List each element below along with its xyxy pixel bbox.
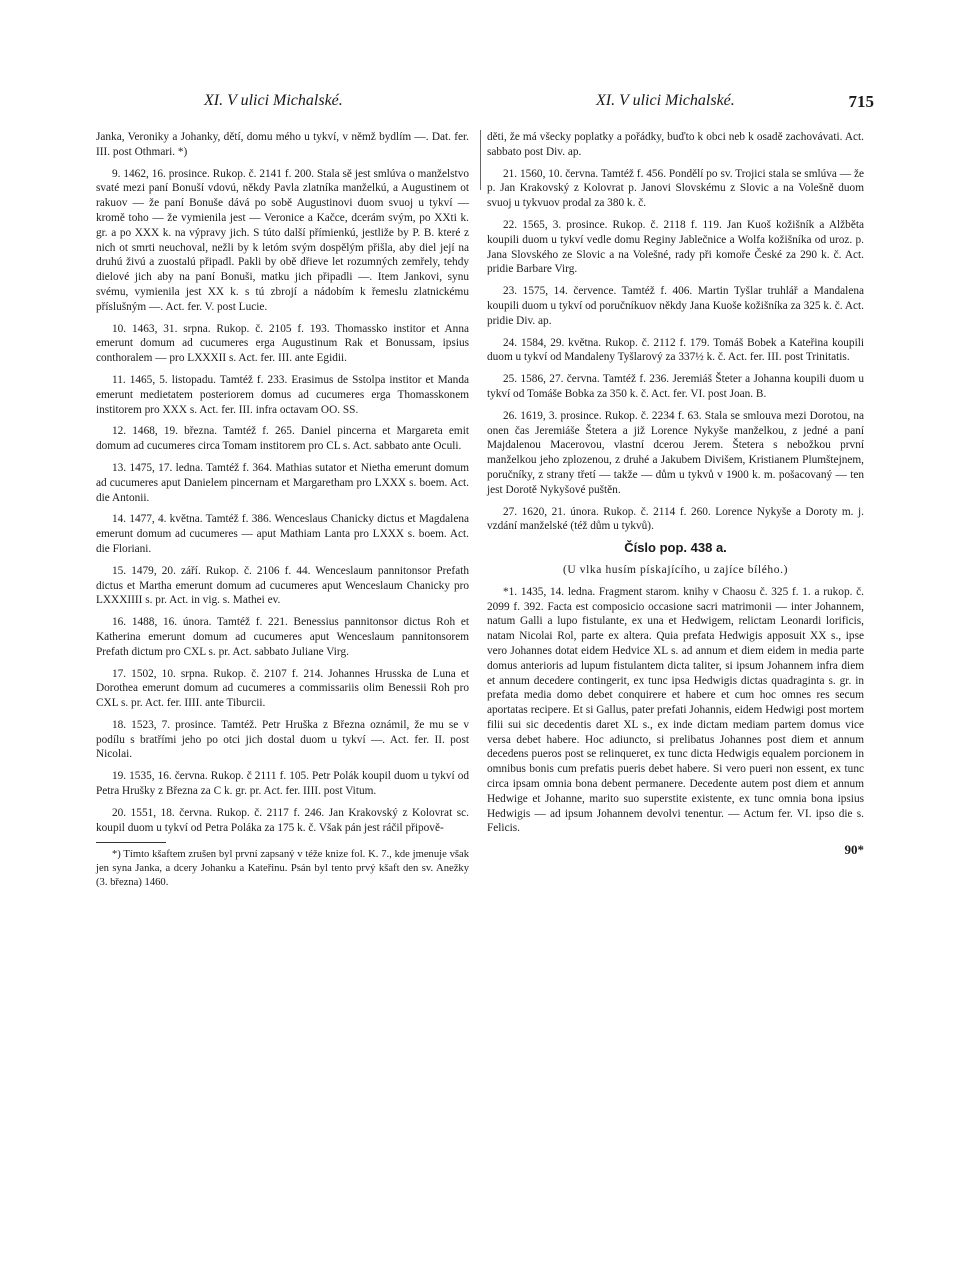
footnote: *) Tímto kšaftem zrušen byl první zapsaný v téže knize fol. K. 7., kde jmenuje však jen syna Janka, a dcery Johanku a Kateřinu. Psán byl tento prvý kšaft den sv. Anežky (3. března) 1460. xyxy=(96,849,469,888)
running-title-left: XI. V ulici Michalské. xyxy=(204,92,343,109)
section-subtitle: (U vlka husím pískajícího, u zajíce bílého.) xyxy=(562,563,789,576)
entry: 20. 1551, 18. června. Rukop. č. 2117 f. 246. Jan Krakovský z Kolovrat sc. koupil duom u tykví od Petra Poláka za 175 k. č. Však pán jest ráčil připově- xyxy=(96,806,469,834)
entry: 27. 1620, 21. února. Rukop. č. 2114 f. 260. Lorence Nykyše a Doroty m. j. vzdání manželské (též dům u tykvů). xyxy=(487,505,864,533)
section-title: Číslo pop. 438 a. xyxy=(624,540,727,556)
entry: 22. 1565, 3. prosince. Rukop. č. 2118 f. 119. Jan Kuoš kožišník a Alžběta koupili duom u tykví vedle domu Reginy Jablečnice a Wolfa kožišníka od uroz. p. Jana Slovského ze Slovic a na Volešné, rady při komoře České za 290 k. č. Act. pridie Barbare Virg. xyxy=(487,218,864,276)
entry: 21. 1560, 10. června. Tamtéž f. 456. Pondělí po sv. Trojici stala se smlúva — že p. Jan Krakovský z Kolovrat p. Janovi Slovskému z Slovic a na Volešně duom svuoj u tykvuov prodal za 380 k. č. xyxy=(487,167,864,210)
left-column xyxy=(96,130,469,896)
entry: 19. 1535, 16. června. Rukop. č 2111 f. 105. Petr Polák koupil duom u tykví od Petra Hrušky z Března za C k. gr. pr. Act. fer. IIII. post Vitum. xyxy=(96,770,469,798)
entry: 16. 1488, 16. února. Tamtéž f. 221. Benessius pannitonsor dictus Roh et Katherina emerunt domum ad cucumeres aput Wenceslaum pannitonsorem Prefath dictum pro CXL s. pr. Act. sabbato Juliane Virg. xyxy=(96,616,469,658)
entry: 13. 1475, 17. ledna. Tamtéž f. 364. Mathias sutator et Nietha emerunt domum ad cucumeres aput Danielem pincernam et Margaretham pro LXXX s. boem. Act. die Antonii. xyxy=(96,461,469,504)
entry: 23. 1575, 14. července. Tamtéž f. 406. Martin Tyšlar truhlář a Mandalena koupili duom u tykví od poručníkuov někdy Jana Kuoše kožišníka za 325 k. č. Act. pridie Div. ap. xyxy=(487,285,864,327)
entry: 24. 1584, 29. května. Rukop. č. 2112 f. 179. Tomáš Bobek a Kateřina koupili duom u tykví od Mandaleny Tyšlarový za 337½ k. č. Act. fer. III. post Trinitatis. xyxy=(487,336,864,364)
entry: 9. 1462, 16. prosince. Rukop. č. 2141 f. 200. Stala sě jest smlúva o manželstvo svaté mezi paní Bonuší vdovú, někdy Pavla zlatníka manželkú, a Augustinem ot rakuov — že paní Bonuše dává po sobě Augustinovi duom svuoj u tykví — kromě toho — že vymienila jest — Veronice a Kačce, dcerám svým, po XXti k. gr. a po XXX k. na výpravy jich. S túto další přímienkú, jestliže by P. B. které z nich ot smrti neuchoval, nežli by k letóm svým dospělým přišla, aby diel její na druhú živú a zuostalú připadl. Pakli by obě dřieve let rozumných zemřely, tehdy dielové jich aby na paní Bonuši, matku jich připadli —. Item Jankovi, synu svému, vymienila jest XX k. s tú zbrojí a nádobím k řemeslu zlatnickému příslušným —. Act. fer. V. post Lucie. xyxy=(96,167,469,313)
entry: 18. 1523, 7. prosince. Tamtéž. Petr Hruška z Března oznámil, že mu se v podílu s bratřími jeho po otci jich dostal duom u tykví —. Act. fer. II. post Nicolai. xyxy=(96,718,469,761)
entry: 11. 1465, 5. listopadu. Tamtéž f. 233. Erasimus de Sstolpa institor et Manda emerunt medietatem posteriorem domus ad cucumeres erga Thomasskonem institorem pro XXX s. Act. fer. III. infra octavam OO. SS. xyxy=(96,373,469,416)
entry: 26. 1619, 3. prosince. Rukop. č. 2234 f. 63. Stala se smlouva mezi Dorotou, na onen čas Jeremiáše Štetera a již Lorence Nykyše manželkou, z jedné a paní Majdalenou Macerovou, vlastní dcerou Jerem. Štetera s nebožkou první manželkou jeho zplozenou, z druhé a Jakubem Divišem, Kristianem Plumštejnem, poručníky, z strany třetí — takže — dům u tykvů v 1900 k. m. pošacovaný — ten jest Dorotě Nykyšové puštěn. xyxy=(487,409,864,496)
entry: 14. 1477, 4. května. Tamtéž f. 386. Wenceslaus Chanicky dictus et Magdalena emerunt domum ad cucumeres — aput Mathiam Lanta pro LXXX s. boem. Act. die Floriani. xyxy=(96,513,469,555)
section-entry: *1. 1435, 14. ledna. Fragment starom. knihy v Chaosu č. 325 f. 1. a rukop. č. 2099 f. 392. Facta est composicio occasione sacri matrimonii — inter Johannem, natum Galli a lupo fistulante, ex una et Hedwigem, relictam Leonardi lorificis, natam Nicolai Rol, parte ex altera. Quia prefata Hedwigis apposuit XX s., ipse vero Johannes dotat eidem Hedvice XL s. ad annum et diem eidem in media parte domus anterioris ad lupum fistulantem dicta taliter, si ipsum Johannem infra diem et annum decedere contingerit, ex tunc ipsa Hedwigis dictas quadraginta s. gr. in prefata media domo debet conquirere et habere et cum hoc omnes res secum aportatas recipere. Et si Gallus, pater prefati Johannis, eidem Hedwigi post mortem filii sui sic decedentis daret XL s., ex inde dictam mediam partem domus vice versa debet habere. Hoc adiuncto, si prelibatus Johannes post diem et annum decedens pueros post se relinqueret, ex tunc dicta Hedwigis equalem porcionem in omnibus bonis cum prefatis pueris debet habere. Si vero pueri non essent, ex tunc circa ipsam omnia bona debent permanere. Decedente autem post diem et annum Hedwige et Johanne, marito suo superstite existente, ex tunc omnia bona ipsius Hedwigis — ad ipsum Johannem devolvi tenentur. — Actum fer. VI. ipso die s. Felicis. xyxy=(487,585,864,835)
entry: 17. 1502, 10. srpna. Rukop. č. 2107 f. 214. Johannes Hrusska de Luna et Dorothea emerunt domum ad cucumeres a commissariis olim Benessii Roh pro CXL s. pr. Act. fer. IIII. ante Tiburcii. xyxy=(96,667,469,710)
right-column xyxy=(487,130,864,865)
page-header xyxy=(96,92,874,116)
signature-mark: 90* xyxy=(844,842,864,858)
entry: 15. 1479, 20. září. Rukop. č. 2106 f. 44. Wenceslaum pannitonsor Prefath dictus et Martha emerunt domum ad cucumeres aput Wenceslaum Chanicky pro LXXXIIII s. pr. Act. in vig. s. Mathei ev. xyxy=(96,564,469,607)
column-divider xyxy=(480,130,481,190)
entry: 25. 1586, 27. června. Tamtéž f. 236. Jeremiáš Šteter a Johanna koupili duom u tykví od Tomáše Bobka za 350 k. č. Act. fer. VI. post Joan. B. xyxy=(487,373,864,400)
entry: 10. 1463, 31. srpna. Rukop. č. 2105 f. 193. Thomassko institor et Anna emerunt domum ad cucumeres erga Augustinum Rak et Bonussam, ipsius conthoralem — pro LXXXII s. Act. fer. III. ante Egidii. xyxy=(96,322,469,365)
page-number: 715 xyxy=(848,92,874,111)
left-intro: Janka, Veroniky a Johanky, dětí, domu mého u tykví, v němž bydlím —. Dat. fer. III. post Othmari. *) xyxy=(96,131,469,158)
running-title-right: XI. V ulici Michalské. xyxy=(596,92,735,109)
footnote-rule xyxy=(96,842,166,843)
right-intro: děti, že má všecky poplatky a pořádky, buďto k obci neb k osadě zachovávati. Act. sabbato post Div. ap. xyxy=(487,131,864,158)
entry: 12. 1468, 19. března. Tamtéž f. 265. Daniel pincerna et Margareta emit domum ad cucumeres circa Tomam institorem pro CL s. Act. sabbato ante Oculi. xyxy=(96,425,469,453)
